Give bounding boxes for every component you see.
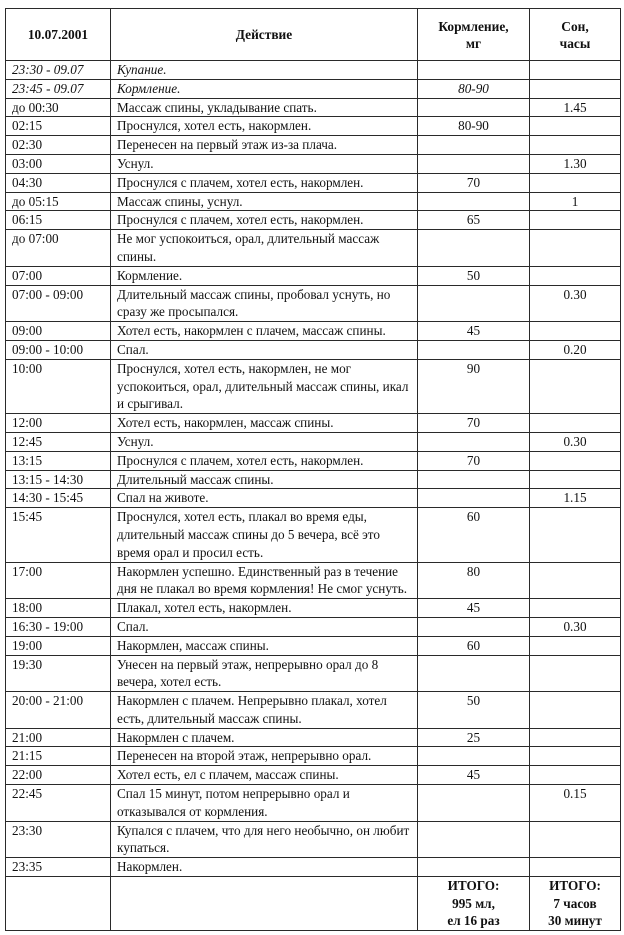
table-row: [6, 692, 621, 729]
sleep-cell: [530, 173, 621, 192]
sleep-cell: [530, 599, 621, 618]
sleep-cell: 1.30: [530, 154, 621, 173]
time-cell: 21:15: [6, 747, 111, 766]
feeding-cell: [418, 655, 530, 692]
time-cell: 23:30: [6, 821, 111, 858]
sleep-cell: 0.30: [530, 432, 621, 451]
feeding-cell: 45: [418, 766, 530, 785]
time-cell: 16:30 - 19:00: [6, 617, 111, 636]
feeding-cell: 80-90: [418, 117, 530, 136]
sleep-cell: [530, 562, 621, 599]
time-cell: 03:00: [6, 154, 111, 173]
feeding-sleep-log-table: [5, 8, 621, 931]
table-row: [6, 655, 621, 692]
table-body: [6, 61, 621, 877]
time-cell: 19:00: [6, 636, 111, 655]
time-cell: 20:00 - 21:00: [6, 692, 111, 729]
sleep-cell: [530, 230, 621, 267]
action-cell: Купался с плачем, что для него необычно, он любит купаться.: [111, 821, 418, 858]
action-cell: Хотел есть, накормлен, массаж спины.: [111, 414, 418, 433]
sleep-cell: [530, 692, 621, 729]
table-row: [6, 858, 621, 877]
feeding-cell: [418, 821, 530, 858]
action-cell: Длительный массаж спины.: [111, 470, 418, 489]
time-cell: 04:30: [6, 173, 111, 192]
action-cell: Проснулся, хотел есть, плакал во время еды, длительный массаж спины до 5 вечера, всё это время орал и просил есть.: [111, 508, 418, 562]
action-cell: Накормлен.: [111, 858, 418, 877]
feeding-total-line: ел 16 раз: [447, 913, 500, 929]
sleep-cell: 1: [530, 192, 621, 211]
action-cell: Накормлен с плачем.: [111, 728, 418, 747]
sleep-cell: [530, 211, 621, 230]
time-cell: 07:00 - 09:00: [6, 285, 111, 322]
table-row: [6, 785, 621, 822]
time-cell: 22:00: [6, 766, 111, 785]
totals-empty-time: [6, 877, 111, 931]
header-date: 10.07.2001: [6, 9, 111, 61]
time-cell: до 07:00: [6, 230, 111, 267]
action-cell: Проснулся, хотел есть, накормлен.: [111, 117, 418, 136]
action-cell: Плакал, хотел есть, накормлен.: [111, 599, 418, 618]
sleep-cell: [530, 858, 621, 877]
sleep-cell: [530, 136, 621, 155]
feeding-cell: [418, 98, 530, 117]
sleep-cell: 1.45: [530, 98, 621, 117]
feeding-cell: 80-90: [418, 79, 530, 98]
action-cell: Массаж спины, укладывание спать.: [111, 98, 418, 117]
sleep-total-line: ИТОГО:: [549, 878, 601, 894]
action-cell: Накормлен, массаж спины.: [111, 636, 418, 655]
sleep-total: [530, 877, 621, 931]
feeding-total: [418, 877, 530, 931]
sleep-total-line: 7 часов: [553, 895, 597, 911]
action-cell: Массаж спины, уснул.: [111, 192, 418, 211]
time-cell: 12:00: [6, 414, 111, 433]
totals-empty-action: [111, 877, 418, 931]
header-sleep: [530, 9, 621, 61]
table-row: [6, 98, 621, 117]
feeding-cell: [418, 858, 530, 877]
feeding-cell: [418, 61, 530, 80]
time-cell: 21:00: [6, 728, 111, 747]
sleep-cell: [530, 470, 621, 489]
feeding-cell: 70: [418, 414, 530, 433]
time-cell: 22:45: [6, 785, 111, 822]
header-feeding: [418, 9, 530, 61]
table-row: [6, 192, 621, 211]
action-cell: Спал на животе.: [111, 489, 418, 508]
sleep-cell: 0.15: [530, 785, 621, 822]
feeding-cell: 25: [418, 728, 530, 747]
sleep-cell: [530, 359, 621, 413]
sleep-cell: [530, 728, 621, 747]
table-row: [6, 322, 621, 341]
sleep-cell: [530, 322, 621, 341]
feeding-cell: [418, 340, 530, 359]
feeding-total-line: 995 мл,: [452, 895, 495, 911]
header-feeding-text: Кормление, мг: [438, 18, 509, 51]
feeding-cell: 45: [418, 599, 530, 618]
table-row: [6, 470, 621, 489]
time-cell: 23:45 - 09.07: [6, 79, 111, 98]
sleep-cell: [530, 79, 621, 98]
table-row: [6, 599, 621, 618]
table-row: [6, 285, 621, 322]
feeding-cell: [418, 230, 530, 267]
action-cell: Купание.: [111, 61, 418, 80]
action-cell: Унесен на первый этаж, непрерывно орал до 8 вечера, хотел есть.: [111, 655, 418, 692]
action-cell: Не мог успокоиться, орал, длительный массаж спины.: [111, 230, 418, 267]
action-cell: Проснулся с плачем, хотел есть, накормлен.: [111, 451, 418, 470]
feeding-cell: 50: [418, 692, 530, 729]
table-row: [6, 636, 621, 655]
action-cell: Кормление.: [111, 266, 418, 285]
time-cell: 09:00 - 10:00: [6, 340, 111, 359]
sleep-cell: 0.30: [530, 617, 621, 636]
time-cell: 02:30: [6, 136, 111, 155]
time-cell: 15:45: [6, 508, 111, 562]
action-cell: Накормлен с плачем. Непрерывно плакал, хотел есть, длительный массаж спины.: [111, 692, 418, 729]
table-row: [6, 489, 621, 508]
action-cell: Спал.: [111, 617, 418, 636]
time-cell: 13:15: [6, 451, 111, 470]
table-row: [6, 766, 621, 785]
sleep-cell: [530, 636, 621, 655]
table-row: [6, 359, 621, 413]
time-cell: 02:15: [6, 117, 111, 136]
table-row: [6, 340, 621, 359]
action-cell: Накормлен успешно. Единственный раз в течение дня не плакал во время кормления! Не смог уснуть.: [111, 562, 418, 599]
feeding-cell: [418, 489, 530, 508]
feeding-cell: 60: [418, 508, 530, 562]
sleep-cell: [530, 747, 621, 766]
time-cell: 18:00: [6, 599, 111, 618]
sleep-cell: [530, 451, 621, 470]
action-cell: Проснулся, хотел есть, накормлен, не мог успокоиться, орал, длительный массаж спины, икал и срыгивал.: [111, 359, 418, 413]
table-row: [6, 230, 621, 267]
action-cell: Хотел есть, ел с плачем, массаж спины.: [111, 766, 418, 785]
feeding-cell: 70: [418, 451, 530, 470]
sleep-cell: [530, 266, 621, 285]
sleep-cell: [530, 414, 621, 433]
sleep-cell: [530, 61, 621, 80]
feeding-cell: [418, 470, 530, 489]
table-row: [6, 211, 621, 230]
header-row: [6, 9, 621, 61]
action-cell: Перенесен на первый этаж из-за плача.: [111, 136, 418, 155]
table-row: [6, 61, 621, 80]
table-row: [6, 79, 621, 98]
table-row: [6, 432, 621, 451]
action-cell: Спал.: [111, 340, 418, 359]
time-cell: 23:30 - 09.07: [6, 61, 111, 80]
feeding-cell: [418, 136, 530, 155]
feeding-total-line: ИТОГО:: [447, 878, 500, 894]
time-cell: 12:45: [6, 432, 111, 451]
action-cell: Уснул.: [111, 154, 418, 173]
time-cell: 19:30: [6, 655, 111, 692]
action-cell: Перенесен на второй этаж, непрерывно орал.: [111, 747, 418, 766]
totals-row: [6, 877, 621, 931]
table-row: [6, 117, 621, 136]
time-cell: 06:15: [6, 211, 111, 230]
sleep-cell: [530, 508, 621, 562]
time-cell: 09:00: [6, 322, 111, 341]
table-row: [6, 728, 621, 747]
time-cell: до 00:30: [6, 98, 111, 117]
sleep-cell: 0.30: [530, 285, 621, 322]
action-cell: Уснул.: [111, 432, 418, 451]
sleep-cell: [530, 821, 621, 858]
feeding-cell: 80: [418, 562, 530, 599]
header-action: Действие: [111, 9, 418, 61]
time-cell: 07:00: [6, 266, 111, 285]
feeding-cell: 45: [418, 322, 530, 341]
table-row: [6, 154, 621, 173]
action-cell: Проснулся с плачем, хотел есть, накормлен.: [111, 173, 418, 192]
feeding-cell: [418, 785, 530, 822]
time-cell: 17:00: [6, 562, 111, 599]
action-cell: Кормление.: [111, 79, 418, 98]
time-cell: до 05:15: [6, 192, 111, 211]
action-cell: Спал 15 минут, потом непрерывно орал и отказывался от кормления.: [111, 785, 418, 822]
feeding-cell: [418, 747, 530, 766]
table-row: [6, 451, 621, 470]
table-row: [6, 821, 621, 858]
sleep-cell: 1.15: [530, 489, 621, 508]
table-row: [6, 562, 621, 599]
feeding-cell: 50: [418, 266, 530, 285]
feeding-cell: [418, 617, 530, 636]
feeding-cell: 60: [418, 636, 530, 655]
table-row: [6, 136, 621, 155]
table-row: [6, 266, 621, 285]
sleep-cell: [530, 766, 621, 785]
table-row: [6, 414, 621, 433]
time-cell: 23:35: [6, 858, 111, 877]
feeding-cell: 70: [418, 173, 530, 192]
sleep-cell: [530, 117, 621, 136]
table-row: [6, 747, 621, 766]
table-row: [6, 508, 621, 562]
time-cell: 10:00: [6, 359, 111, 413]
feeding-cell: [418, 285, 530, 322]
table-row: [6, 617, 621, 636]
table-row: [6, 173, 621, 192]
feeding-cell: 65: [418, 211, 530, 230]
feeding-cell: [418, 154, 530, 173]
sleep-cell: 0.20: [530, 340, 621, 359]
time-cell: 13:15 - 14:30: [6, 470, 111, 489]
time-cell: 14:30 - 15:45: [6, 489, 111, 508]
sleep-total-line: 30 минут: [548, 913, 602, 929]
feeding-cell: [418, 432, 530, 451]
header-sleep-text: Сон, часы: [559, 18, 591, 51]
action-cell: Проснулся с плачем, хотел есть, накормлен.: [111, 211, 418, 230]
action-cell: Хотел есть, накормлен с плачем, массаж спины.: [111, 322, 418, 341]
feeding-cell: [418, 192, 530, 211]
action-cell: Длительный массаж спины, пробовал уснуть, но сразу же просыпался.: [111, 285, 418, 322]
feeding-cell: 90: [418, 359, 530, 413]
sleep-cell: [530, 655, 621, 692]
